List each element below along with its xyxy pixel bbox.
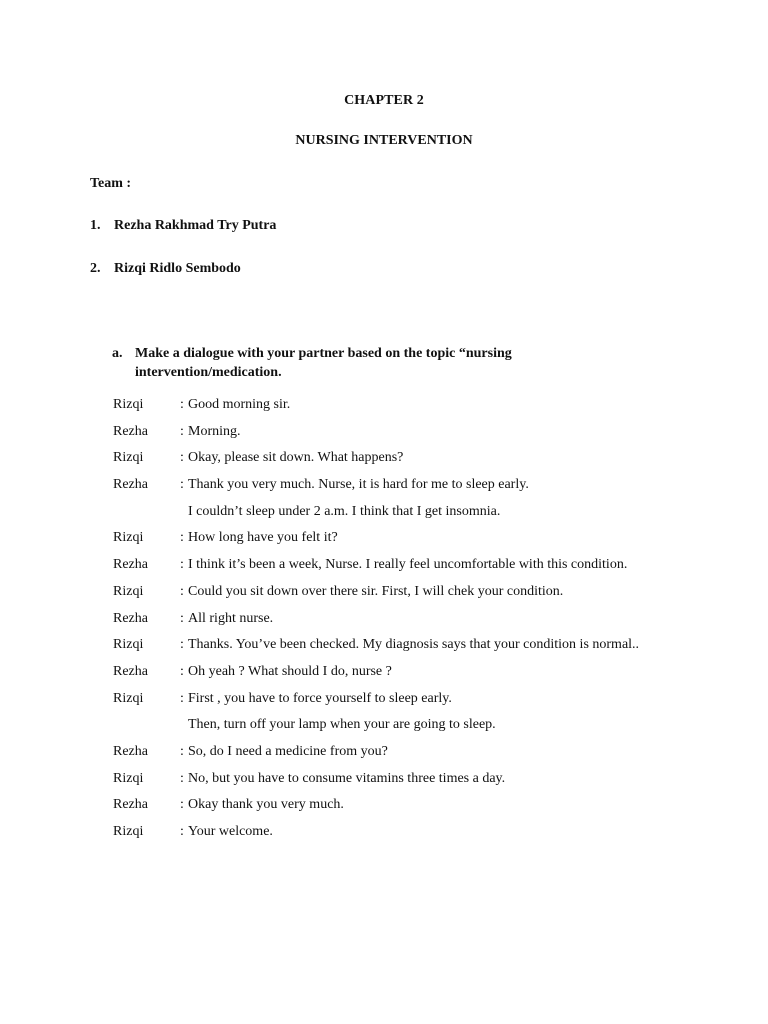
dialogue-text: Good morning sir. [188,397,291,412]
dialogue-line [113,529,713,556]
dialogue-line [113,663,713,690]
dialogue-colon: : [180,477,184,493]
dialogue-colon: : [180,557,184,573]
member-name: Rizqi Ridlo Sembodo [114,261,241,276]
dialogue-line [113,770,713,797]
dialogue-text: I couldn’t sleep under 2 a.m. I think that I get insomnia. [188,503,501,519]
dialogue [113,396,713,850]
dialogue-colon: : [180,770,184,786]
dialogue-line [113,743,713,770]
dialogue-colon: : [180,530,184,546]
dialogue-speaker: Rezha [113,423,148,439]
member-number: 1. [90,218,101,233]
dialogue-speaker: Rizqi [113,824,144,839]
dialogue-speaker: Rizqi [113,637,144,653]
dialogue-text: Okay thank you very much. [188,797,344,813]
dialogue-speaker: Rizqi [113,770,144,786]
dialogue-text: Your welcome. [188,824,273,839]
dialogue-speaker: Rezha [113,743,148,759]
dialogue-text: No, but you have to consume vitamins three times a day. [188,770,506,786]
dialogue-line [113,716,713,743]
dialogue-colon: : [180,450,184,466]
team-label: Team : [90,176,132,191]
task-instruction [112,344,582,382]
dialogue-line [113,556,713,583]
dialogue-colon: : [180,690,184,706]
dialogue-speaker: Rezha [113,610,148,626]
dialogue-text: How long have you felt it? [188,530,338,546]
dialogue-colon: : [180,637,184,653]
dialogue-text: So, do I need a medicine from you? [188,743,388,759]
dialogue-text: Thank you very much. Nurse, it is hard for me to sleep early. [188,477,529,493]
dialogue-line [113,690,713,717]
team-member [90,218,276,234]
dialogue-speaker: Rizqi [113,397,144,412]
dialogue-line [113,823,713,850]
dialogue-line [113,423,713,450]
dialogue-speaker: Rizqi [113,450,144,466]
dialogue-text: Okay, please sit down. What happens? [188,450,404,466]
dialogue-speaker: Rezha [113,797,148,813]
dialogue-speaker: Rezha [113,663,148,679]
dialogue-line [113,449,713,476]
dialogue-colon: : [180,610,184,626]
dialogue-line [113,610,713,637]
dialogue-colon: : [180,397,184,412]
dialogue-line [113,503,713,530]
dialogue-speaker: Rizqi [113,530,144,546]
dialogue-speaker: Rezha [113,557,148,573]
member-number: 2. [90,261,101,276]
dialogue-speaker: Rizqi [113,690,144,706]
dialogue-text: I think it’s been a week, Nurse. I really feel uncomfortable with this condition. [188,557,628,573]
dialogue-colon: : [180,743,184,759]
dialogue-line [113,396,713,423]
dialogue-line [113,796,713,823]
dialogue-text: First , you have to force yourself to sleep early. [188,690,452,706]
dialogue-speaker: Rizqi [113,583,144,599]
member-name: Rezha Rakhmad Try Putra [114,218,277,233]
chapter-heading: CHAPTER 2 [344,93,424,108]
task-text: Make a dialogue with your partner based on the topic “nursing intervention/medication. [135,346,512,380]
dialogue-text: Morning. [188,423,241,439]
team-member [90,261,241,277]
dialogue-text: Could you sit down over there sir. First, I will chek your condition. [188,583,564,599]
dialogue-colon: : [180,797,184,813]
dialogue-line [113,476,713,503]
document-title: NURSING INTERVENTION [295,133,473,148]
dialogue-speaker: Rezha [113,477,148,493]
dialogue-line [113,636,713,663]
dialogue-line [113,583,713,610]
dialogue-text: Oh yeah ? What should I do, nurse ? [188,663,392,679]
dialogue-text: Thanks. You’ve been checked. My diagnosis says that your condition is normal.. [188,637,640,653]
dialogue-text: All right nurse. [188,610,274,626]
dialogue-colon: : [180,663,184,679]
dialogue-text: Then, turn off your lamp when your are going to sleep. [188,717,496,733]
dialogue-colon: : [180,824,184,839]
dialogue-colon: : [180,583,184,599]
dialogue-colon: : [180,423,184,439]
task-marker: a. [112,346,123,361]
